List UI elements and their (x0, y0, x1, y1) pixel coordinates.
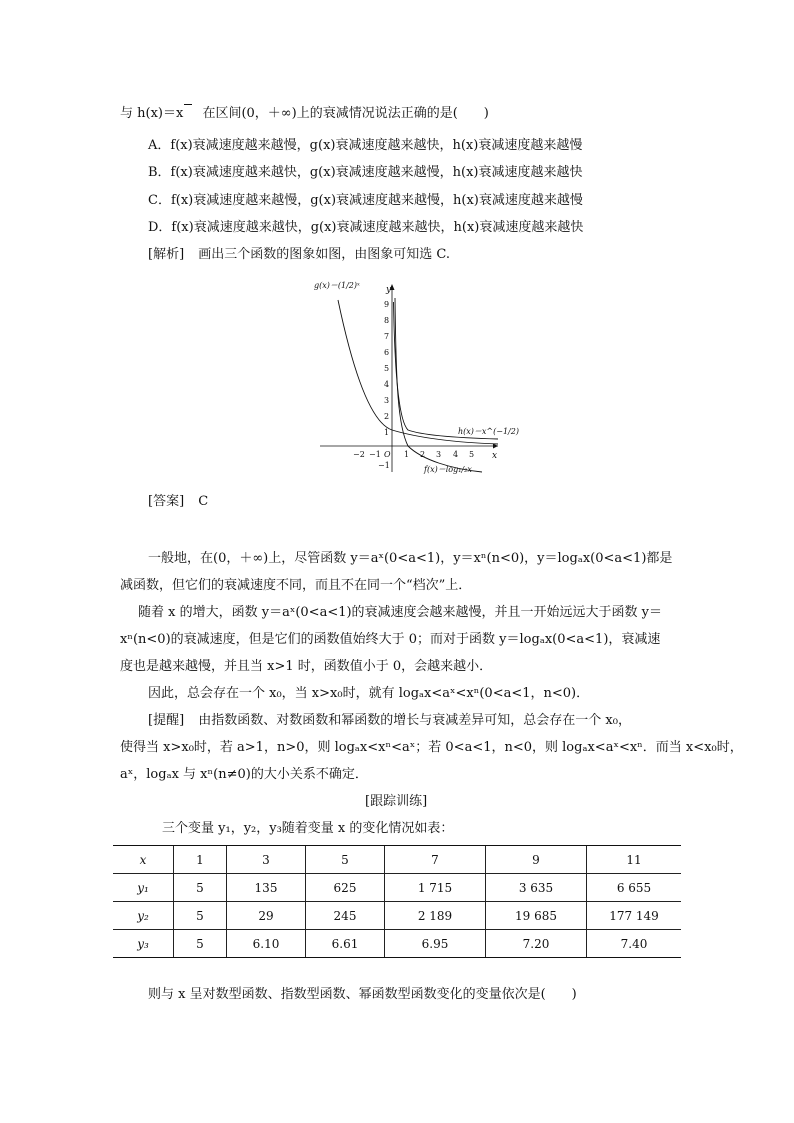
x-tick: −2 (353, 450, 365, 459)
y-tick: 4 (384, 380, 390, 389)
table-cell: 19 685 (486, 902, 587, 930)
origin-label: O (384, 450, 391, 459)
y-tick: 3 (384, 396, 390, 405)
table-cell: 625 (306, 874, 385, 902)
table-cell: 6.61 (306, 930, 385, 958)
table-cell: y₃ (113, 930, 174, 958)
paragraph-1a: 一般地，在(0，＋∞)上，尽管函数 y＝aˣ(0<a<1)，y＝xⁿ(n<0)，y＝logₐx(0<a<1)都是 (148, 551, 673, 566)
table-row (113, 902, 681, 930)
y-tick: 7 (384, 332, 390, 341)
y-tick-labels (378, 300, 390, 470)
option-a: A．f(x)衰减速度越来越慢，g(x)衰减速度越来越快，h(x)衰减速度越来越慢 (148, 138, 583, 153)
analysis-tag: [解析] (148, 247, 185, 262)
table-cell: 1 715 (385, 874, 486, 902)
curve-g (338, 300, 498, 444)
practice-intro: 三个变量 y₁，y₂，y₃随着变量 x 的变化情况如表： (162, 821, 454, 836)
table-cell: 7.20 (486, 930, 587, 958)
table-cell: 7 (385, 846, 486, 874)
table-cell: 29 (227, 902, 306, 930)
x-axis-label: x (492, 451, 498, 461)
tip (148, 711, 631, 731)
function-graph (312, 276, 519, 476)
table-cell: 5 (174, 874, 227, 902)
paragraph-2c: 度也是越来越慢，并且当 x>1 时，函数值小于 0，会越来越小． (120, 659, 493, 674)
practice-question: 则与 x 呈对数型函数、指数型函数、幂函数型函数变化的变量依次是( ) (148, 987, 577, 1002)
y-tick: 2 (384, 412, 390, 421)
table-row (113, 930, 681, 958)
table-cell: 6.10 (227, 930, 306, 958)
question-stem (120, 104, 489, 124)
exponent-bar (184, 104, 192, 105)
tip-line-1: 由指数函数、对数函数和幂函数的增长与衰减差异可知，总会存在一个 x₀， (198, 713, 631, 728)
table-cell: 3 (227, 846, 306, 874)
table-cell: 6 655 (587, 874, 682, 902)
practice-heading: [跟踪训练] (365, 794, 428, 809)
f-label: f(x)＝log₁/₂x (424, 465, 472, 474)
table-cell: 1 (174, 846, 227, 874)
table-cell: 3 635 (486, 874, 587, 902)
stem-prefix: 与 h(x)＝x (120, 106, 184, 121)
table-cell: 5 (174, 930, 227, 958)
paragraph-2a: 随着 x 的增大，函数 y＝aˣ(0<a<1)的衰减速度会越来越慢，并且一开始远远大于函数 y＝ (138, 605, 663, 620)
h-label: h(x)＝x^(−1/2) (458, 427, 519, 436)
paragraph-2b: xⁿ(n<0)的衰减速度，但是它们的函数值始终大于 0；而对于函数 y＝logₐx(0<a<1)，衰减速 (120, 632, 661, 647)
x-tick-labels (353, 450, 474, 459)
analysis-text: 画出三个函数的图象如图，由图象可知选 C. (198, 247, 451, 262)
tip-tag: [提醒] (148, 713, 185, 728)
x-tick: 2 (420, 450, 426, 459)
table-row (113, 846, 681, 874)
option-b: B．f(x)衰减速度越来越快，g(x)衰减速度越来越慢，h(x)衰减速度越来越快 (148, 165, 583, 180)
x-tick: −1 (369, 450, 381, 459)
stem-suffix: 在区间(0，＋∞)上的衰减情况说法正确的是( ) (202, 106, 489, 121)
table-cell: 135 (227, 874, 306, 902)
y-tick: 9 (384, 300, 390, 309)
curve-h (394, 302, 499, 439)
x-tick: 3 (436, 450, 442, 459)
x-tick: 4 (453, 450, 459, 459)
tip-line-3: aˣ，logₐx 与 xⁿ(n≠0)的大小关系不确定． (120, 767, 368, 782)
y-tick: 8 (384, 316, 390, 325)
y-tick: 5 (384, 364, 390, 373)
table-cell: 5 (174, 902, 227, 930)
option-d: D．f(x)衰减速度越来越快，g(x)衰减速度越来越快，h(x)衰减速度越来越快 (148, 220, 584, 235)
table-cell: x (113, 846, 174, 874)
table-cell: y₁ (113, 874, 174, 902)
table-cell: 245 (306, 902, 385, 930)
table-cell: 177 149 (587, 902, 682, 930)
paragraph-3: 因此，总会存在一个 x₀，当 x>x₀时，就有 logₐx<aˣ<xⁿ(0<a<1，n<0)． (148, 686, 590, 701)
y-axis-label: y (386, 285, 392, 295)
answer (148, 492, 208, 512)
table-cell: 9 (486, 846, 587, 874)
y-tick: 1 (384, 428, 390, 437)
table-cell: 11 (587, 846, 682, 874)
table-row (113, 874, 681, 902)
table-cell: 5 (306, 846, 385, 874)
table-cell: 6.95 (385, 930, 486, 958)
x-tick: 5 (469, 450, 475, 459)
table-cell: y₂ (113, 902, 174, 930)
x-axis (320, 444, 498, 449)
paragraph-1b: 减函数，但它们的衰减速度不同，而且不在同一个“档次”上． (120, 578, 472, 593)
tip-line-2: 使得当 x>x₀时，若 a>1，n>0，则 logₐx<xⁿ<aˣ；若 0<a<1，n<0，则 logₐx<aˣ<xⁿ．而当 x<x₀时， (120, 740, 743, 755)
g-label: g(x)＝(1/2)ˣ (314, 281, 360, 290)
answer-value: C (198, 494, 209, 509)
answer-tag: [答案] (148, 494, 185, 509)
table-cell: 7.40 (587, 930, 682, 958)
y-tick: −1 (378, 461, 390, 470)
y-tick: 6 (384, 348, 390, 357)
x-tick: 1 (404, 450, 410, 459)
option-c: C．f(x)衰减速度越来越慢，g(x)衰减速度越来越慢，h(x)衰减速度越来越慢 (148, 193, 583, 208)
data-table (113, 845, 681, 958)
table-cell: 2 189 (385, 902, 486, 930)
analysis (148, 245, 450, 265)
